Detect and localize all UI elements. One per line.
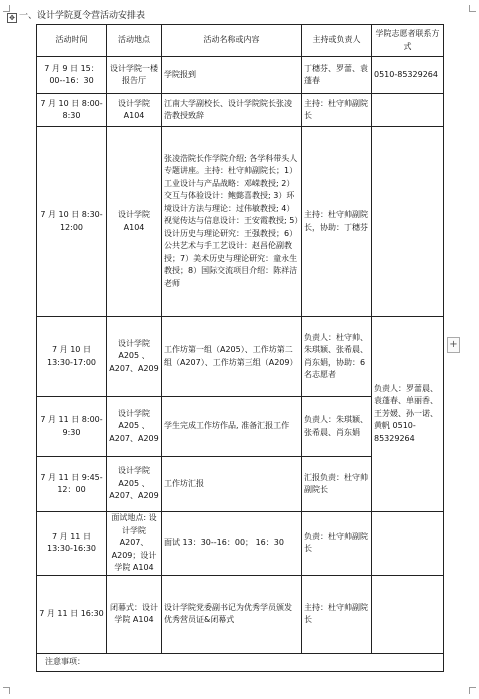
table-row: [37, 317, 444, 397]
cell-time[interactable]: 7 月 11 日 16:30: [37, 575, 107, 653]
cell-time[interactable]: 7 月 10 日 13:30-17:00: [37, 317, 107, 397]
cell-activity[interactable]: 学生完成工作坊作品, 准备汇报工作: [162, 397, 302, 457]
notes-row: [37, 653, 444, 671]
cell-activity[interactable]: 工作坊汇报: [162, 457, 302, 512]
cell-place[interactable]: 闭幕式：设计学院 A104: [107, 575, 162, 653]
cell-lead[interactable]: 汇报负责：杜守帅副院长: [302, 457, 372, 512]
cell-time[interactable]: 7 月 10 日 8:00-8:30: [37, 94, 107, 127]
cell-time[interactable]: 7 月 11 日 8:00-9:30: [37, 397, 107, 457]
page-corner-mark: [3, 5, 10, 12]
cell-activity[interactable]: 张凌浩院长作学院介绍; 各学科带头人专题讲座。主持：杜守帅副院长；1）工业设计与产品战略：邓嵘教授; 2）交互与体验设计：鲍懿喜教授; 3）环境设计方法与理论：过伟敏教授; 4）视觉传达与信息设计：王安霞教授; 5）设计历史与理论研究：王强教授；6）公共艺术与手工艺设计：赵昌伦副教授；7）美术历史与理论研究：童永生教授；8）国际交流项目介绍：陈祥洁老师: [162, 127, 302, 317]
cell-activity[interactable]: 设计学院党委副书记为优秀学员颁发优秀营员证&闭幕式: [162, 575, 302, 653]
cell-activity[interactable]: 江南大学副校长、设计学院院长张凌浩教授致辞: [162, 94, 302, 127]
cell-place[interactable]: 设计学院 A205 、A207、A209: [107, 457, 162, 512]
cell-volunteer[interactable]: 负责人：罗蕾晨、袁蓬春、单丽香、王芳媛、孙一诺、黄帆 0510-85329264: [372, 317, 444, 512]
cell-time[interactable]: 7 月 11 日 9:45-12：00: [37, 457, 107, 512]
cell-volunteer[interactable]: [372, 127, 444, 317]
table-row: [37, 127, 444, 317]
table-row: [37, 94, 444, 127]
cell-activity[interactable]: 面试 13：30--16：00； 16：30: [162, 512, 302, 576]
cell-volunteer[interactable]: [372, 94, 444, 127]
cell-activity[interactable]: 学院报到: [162, 57, 302, 94]
cell-time[interactable]: 7 月 9 日 15：00--16：30: [37, 57, 107, 94]
cell-volunteer[interactable]: 0510-85329264: [372, 57, 444, 94]
table-row: [37, 512, 444, 576]
cell-place[interactable]: 设计学院 A205 、A207、A209: [107, 397, 162, 457]
page-corner-mark: [469, 687, 476, 694]
cell-lead[interactable]: 负责人：杜守帅、朱琪颖、张希晨、肖东娟，协助：6 名志愿者: [302, 317, 372, 397]
cell-lead[interactable]: 丁穗芬、罗蕾、袁蓬春: [302, 57, 372, 94]
cell-time[interactable]: 7 月 11 日 13:30-16:30: [37, 512, 107, 576]
cell-place[interactable]: 设计学院 A104: [107, 127, 162, 317]
header-cell-time[interactable]: 活动时间: [37, 25, 107, 57]
table-row: [37, 575, 444, 653]
cell-volunteer[interactable]: [372, 512, 444, 576]
table-header-row: [37, 25, 444, 57]
header-cell-activity[interactable]: 活动名称或内容: [162, 25, 302, 57]
notes-label[interactable]: 注意事项：: [37, 653, 444, 671]
table-row: [37, 57, 444, 94]
header-cell-place[interactable]: 活动地点: [107, 25, 162, 57]
cell-time[interactable]: 7 月 10 日 8:30-12:00: [37, 127, 107, 317]
cell-lead[interactable]: 负责人：朱琪颖、张希晨、肖东娟: [302, 397, 372, 457]
schedule-table[interactable]: [36, 24, 444, 672]
cell-lead[interactable]: 负责：杜守帅副院长: [302, 512, 372, 576]
cell-activity[interactable]: 工作坊第一组（A205）、工作坊第二组（A207）、工作坊第三组（A209）: [162, 317, 302, 397]
section-heading: 一、设计学院夏令营活动安排表: [19, 11, 146, 21]
cell-place[interactable]: 面试地点: 设计学院 A207、A209；设计学院 A104: [107, 512, 162, 576]
cell-place[interactable]: 设计学院一楼报告厅: [107, 57, 162, 94]
cell-lead[interactable]: 主持：杜守帅副院长: [302, 575, 372, 653]
add-row-plus-icon[interactable]: +: [447, 337, 460, 353]
page-corner-mark: [3, 687, 10, 694]
cell-lead[interactable]: 主持：杜守帅副院长，协助：丁穗芬: [302, 127, 372, 317]
cell-lead[interactable]: 主持：杜守帅副院长: [302, 94, 372, 127]
cell-place[interactable]: 设计学院 A205 、A207、A209: [107, 317, 162, 397]
table-move-handle-icon[interactable]: ✥: [7, 13, 17, 23]
header-cell-volunteer[interactable]: 学院志愿者联系方式: [372, 25, 444, 57]
page-corner-mark: [469, 5, 476, 12]
cell-volunteer[interactable]: [372, 575, 444, 653]
header-cell-lead[interactable]: 主持或负责人: [302, 25, 372, 57]
cell-place[interactable]: 设计学院 A104: [107, 94, 162, 127]
